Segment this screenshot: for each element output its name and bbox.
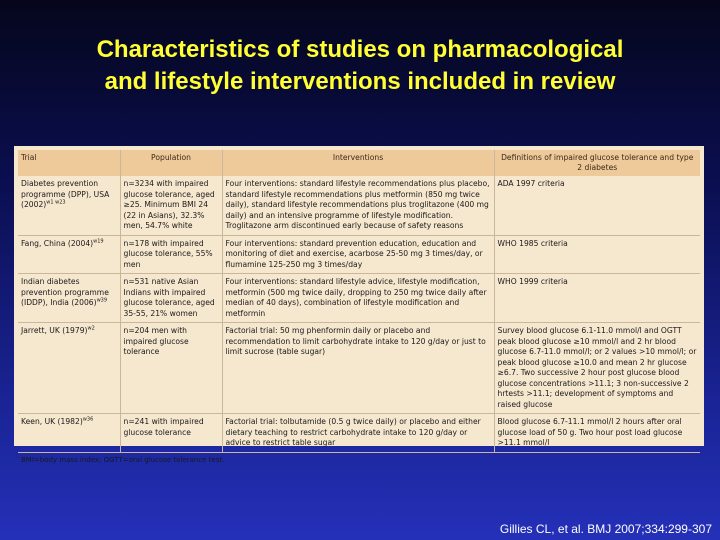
interventions-cell: Four interventions: standard lifestyle recommendations plus placebo, standard lifestyle recommendations plus metformin (850 mg twice daily), standard lifestyle recommendations plus troglitazone (400 mg daily) and an intensive programme of lifestyle modification. Troglitazone arm discontinued early because of safety reasons <box>222 176 494 235</box>
trial-reference: w2 <box>87 325 95 332</box>
trial-name: Jarrett, UK (1979) <box>21 326 88 335</box>
trial-reference: w1 w23 <box>46 199 66 206</box>
trial-name: Diabetes prevention programme (DPP), USA (2002) <box>21 179 110 209</box>
table-row <box>18 235 700 274</box>
trial-cell <box>18 235 120 274</box>
title-line-1: Characteristics of studies on pharmacological <box>96 36 624 63</box>
header-population: Population <box>120 150 222 176</box>
header-definitions: Definitions of impaired glucose tolerance and type 2 diabetes <box>494 150 700 176</box>
population-cell: n=531 native Asian Indians with impaired glucose tolerance, aged 35-55, 21% women <box>120 274 222 323</box>
table-row <box>18 414 700 453</box>
trial-name: Keen, UK (1982) <box>21 417 83 426</box>
title-line-2: and lifestyle interventions included in review <box>104 68 616 95</box>
trial-reference: w39 <box>96 297 108 304</box>
interventions-cell: Factorial trial: tolbutamide (0.5 g twice daily) or placebo and either dietary teaching to restrict carbohydrate intake to 120 g/day or advice to restrict table sugar <box>222 414 494 453</box>
trial-cell <box>18 176 120 235</box>
citation: Gillies CL, et al. BMJ 2007;334:299-307 <box>499 522 712 536</box>
trial-cell <box>18 323 120 414</box>
table-footnote: BMI=body mass index; OGTT=oral glucose tolerance test. <box>21 455 225 464</box>
table-header-row <box>18 150 700 176</box>
definitions-cell: ADA 1997 criteria <box>494 176 700 235</box>
trial-name: Fang, China (2004) <box>21 238 94 248</box>
table-row <box>18 323 700 414</box>
header-interventions: Interventions <box>222 150 494 176</box>
definitions-cell: Survey blood glucose 6.1-11.0 mmol/l and OGTT peak blood glucose ≥10 mmol/l and 2 hr blood glucose 6.7-11.0 mmol/l; or 2 values >10 mmol/l; or peak blood glucose ≥10.0 and mean 2 hr glucose ≥6.7. Two successive 2 hour post glucose blood glucose concentrations >11.1; 3 non-successive 2 hrtests >11.1; development of symptoms and raised glucose <box>494 323 700 414</box>
trial-reference: w19 <box>93 237 104 244</box>
trial-name: Indian diabetes prevention programme (IDDP), India (2006) <box>21 277 109 307</box>
population-cell: n=204 men with impaired glucose tolerance <box>120 323 222 414</box>
population-cell: n=3234 with impaired glucose tolerance, aged ≥25. Minimum BMI 24 (22 in Asians), 32.3% men, 54.7% white <box>120 176 222 235</box>
definitions-cell: Blood glucose 6.7-11.1 mmol/l 2 hours after oral glucose load of 50 g. Two hour post load glucose >11.1 mmol/l <box>494 414 700 453</box>
interventions-cell: Factorial trial: 50 mg phenformin daily or placebo and recommendation to limit carbohydrate intake to 120 g/day or just to limit sucrose (table sugar) <box>222 323 494 414</box>
trial-cell <box>18 414 120 453</box>
table-row <box>18 176 700 235</box>
slide-title <box>20 34 700 98</box>
definitions-cell: WHO 1999 criteria <box>494 274 700 323</box>
studies-table <box>18 150 700 453</box>
studies-table-panel <box>14 146 704 464</box>
population-cell: n=241 with impaired glucose tolerance <box>120 414 222 453</box>
trial-cell <box>18 274 120 323</box>
header-trial: Trial <box>18 150 120 176</box>
interventions-cell: Four interventions: standard lifestyle advice, lifestyle modification, metformin (500 mg twice daily, dropping to 250 mg twice daily after median of 40 days), combination of lifestyle modification and metformin <box>222 274 494 323</box>
table-row <box>18 274 700 323</box>
definitions-cell: WHO 1985 criteria <box>494 235 700 274</box>
population-cell: n=178 with impaired glucose tolerance, 55% men <box>120 235 222 274</box>
interventions-cell: Four interventions: standard prevention education, education and monitoring of diet and exercise, acarbose 25-50 mg 3 times/day, or flumamine 125-250 mg 3 times/day <box>222 235 494 274</box>
trial-reference: w36 <box>82 416 94 423</box>
